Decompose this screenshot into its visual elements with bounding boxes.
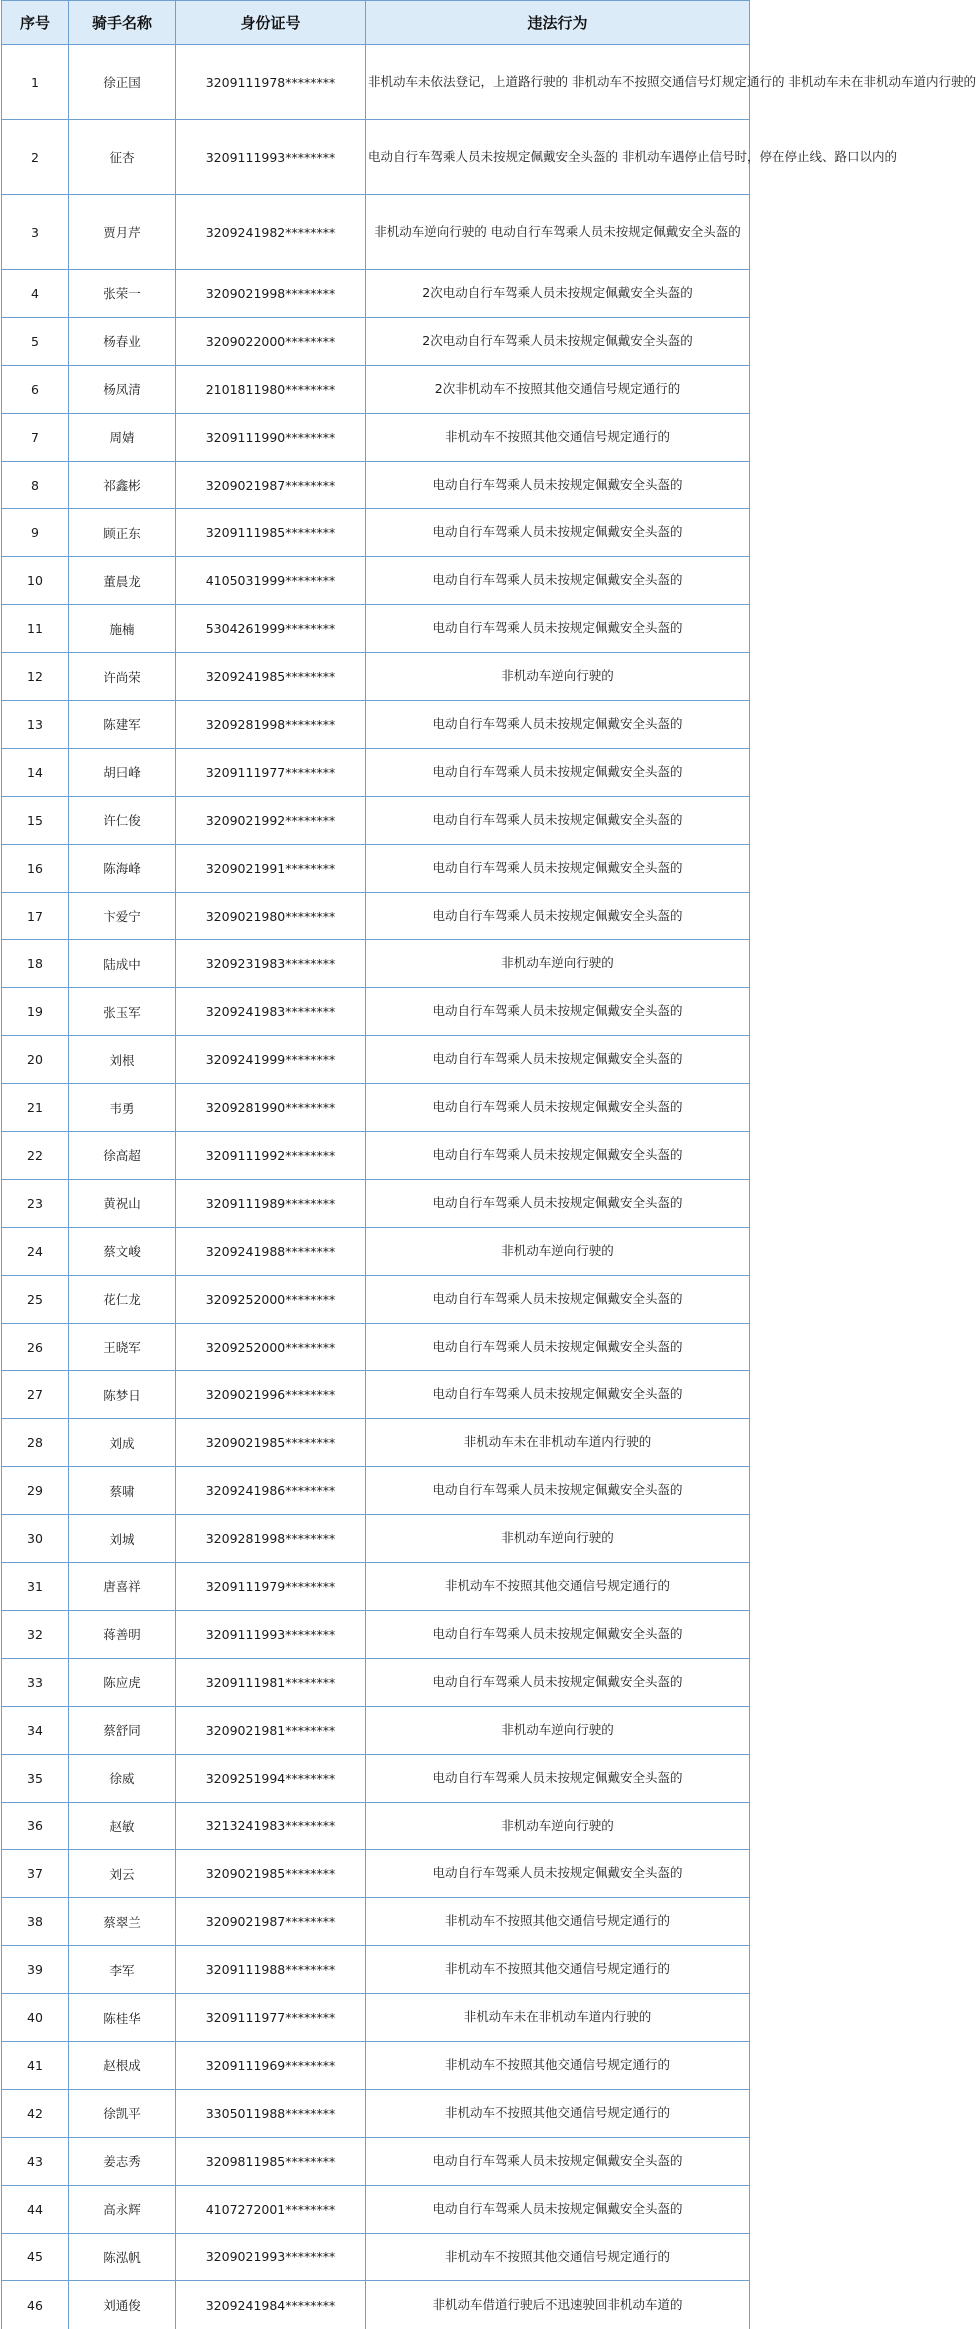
cell-violation: 非机动车逆向行驶的 电动自行车驾乘人员未按规定佩戴安全头盔的 (366, 195, 750, 270)
cell-id-number: 3209111993******** (176, 120, 366, 195)
header-rider-name: 骑手名称 (69, 1, 176, 45)
cell-rider-name: 陈建军 (69, 701, 176, 749)
cell-violation: 非机动车借道行驶后不迅速驶回非机动车道的 (366, 2281, 750, 2329)
cell-index: 30 (2, 1515, 69, 1563)
cell-violation: 电动自行车驾乘人员未按规定佩戴安全头盔的 (366, 557, 750, 605)
table-row (2, 1467, 750, 1515)
cell-id-number: 3209111985******** (176, 509, 366, 557)
cell-index: 15 (2, 796, 69, 844)
table-row (2, 557, 750, 605)
cell-violation: 电动自行车驾乘人员未按规定佩戴安全头盔的 (366, 1179, 750, 1227)
table-row (2, 748, 750, 796)
table-row (2, 701, 750, 749)
cell-id-number: 3209111978******** (176, 45, 366, 120)
cell-id-number: 3305011988******** (176, 2089, 366, 2137)
cell-violation: 非机动车不按照其他交通信号规定通行的 (366, 1946, 750, 1994)
cell-id-number: 3209022000******** (176, 317, 366, 365)
cell-violation: 电动自行车驾乘人员未按规定佩戴安全头盔的 (366, 844, 750, 892)
table-row (2, 1515, 750, 1563)
cell-violation: 电动自行车驾乘人员未按规定佩戴安全头盔的 (366, 748, 750, 796)
cell-index: 17 (2, 892, 69, 940)
cell-id-number: 3209241999******** (176, 1036, 366, 1084)
table-row (2, 1610, 750, 1658)
table-row (2, 317, 750, 365)
table-row (2, 892, 750, 940)
cell-rider-name: 徐高超 (69, 1132, 176, 1180)
cell-index: 45 (2, 2233, 69, 2281)
cell-id-number: 3209241986******** (176, 1467, 366, 1515)
cell-violation: 电动自行车驾乘人员未按规定佩戴安全头盔的 (366, 892, 750, 940)
cell-violation: 电动自行车驾乘人员未按规定佩戴安全头盔的 (366, 1132, 750, 1180)
table-row (2, 45, 750, 120)
cell-rider-name: 陆成中 (69, 940, 176, 988)
cell-violation: 电动自行车驾乘人员未按规定佩戴安全头盔的 (366, 1754, 750, 1802)
cell-rider-name: 张荣一 (69, 270, 176, 318)
cell-rider-name: 刘成 (69, 1419, 176, 1467)
table-row (2, 1132, 750, 1180)
cell-id-number: 3209252000******** (176, 1323, 366, 1371)
cell-index: 26 (2, 1323, 69, 1371)
violations-table (1, 0, 976, 2329)
cell-rider-name: 刘云 (69, 1850, 176, 1898)
cell-id-number: 3209241983******** (176, 988, 366, 1036)
cell-violation: 电动自行车驾乘人员未按规定佩戴安全头盔的 (366, 509, 750, 557)
cell-rider-name: 陈海峰 (69, 844, 176, 892)
cell-id-number: 3209021998******** (176, 270, 366, 318)
table-row (2, 1802, 750, 1850)
table-row (2, 461, 750, 509)
cell-violation: 非机动车不按照其他交通信号规定通行的 (366, 1898, 750, 1946)
table-row (2, 2137, 750, 2185)
table-row (2, 940, 750, 988)
cell-id-number: 3213241983******** (176, 1802, 366, 1850)
header-index: 序号 (2, 1, 69, 45)
cell-index: 46 (2, 2281, 69, 2329)
table-row (2, 2281, 750, 2329)
cell-rider-name: 陈应虎 (69, 1658, 176, 1706)
cell-violation: 电动自行车驾乘人员未按规定佩戴安全头盔的 (366, 1658, 750, 1706)
table-row (2, 1275, 750, 1323)
header-violation: 违法行为 (366, 1, 750, 45)
cell-violation: 电动自行车驾乘人员未按规定佩戴安全头盔的 (366, 1850, 750, 1898)
cell-violation: 电动自行车驾乘人员未按规定佩戴安全头盔的 (366, 1610, 750, 1658)
cell-violation: 非机动车未依法登记，上道路行驶的 非机动车不按照交通信号灯规定通行的 非机动车未在非机动车道内行驶的 (366, 45, 750, 120)
cell-index: 40 (2, 1994, 69, 2042)
cell-id-number: 3209021985******** (176, 1419, 366, 1467)
cell-id-number: 3209231983******** (176, 940, 366, 988)
cell-index: 31 (2, 1563, 69, 1611)
cell-index: 9 (2, 509, 69, 557)
cell-rider-name: 徐凯平 (69, 2089, 176, 2137)
cell-rider-name: 蔡翠兰 (69, 1898, 176, 1946)
cell-rider-name: 蔡啸 (69, 1467, 176, 1515)
cell-id-number: 4105031999******** (176, 557, 366, 605)
table-row (2, 1706, 750, 1754)
cell-rider-name: 蒋善明 (69, 1610, 176, 1658)
table-row (2, 270, 750, 318)
cell-id-number: 3209111990******** (176, 413, 366, 461)
cell-rider-name: 王晓军 (69, 1323, 176, 1371)
cell-rider-name: 祁鑫彬 (69, 461, 176, 509)
cell-violation: 2次非机动车不按照其他交通信号规定通行的 (366, 365, 750, 413)
cell-id-number: 3209111988******** (176, 1946, 366, 1994)
cell-index: 22 (2, 1132, 69, 1180)
cell-rider-name: 唐喜祥 (69, 1563, 176, 1611)
cell-id-number: 3209111977******** (176, 748, 366, 796)
cell-index: 39 (2, 1946, 69, 1994)
table-row (2, 2233, 750, 2281)
cell-rider-name: 顾正东 (69, 509, 176, 557)
cell-rider-name: 赵敏 (69, 1802, 176, 1850)
cell-index: 6 (2, 365, 69, 413)
cell-index: 42 (2, 2089, 69, 2137)
header-id-number: 身份证号 (176, 1, 366, 45)
cell-rider-name: 陈桂华 (69, 1994, 176, 2042)
table-row (2, 2185, 750, 2233)
table-row (2, 1946, 750, 1994)
table-row (2, 413, 750, 461)
cell-violation: 非机动车逆向行驶的 (366, 653, 750, 701)
cell-id-number: 3209111977******** (176, 1994, 366, 2042)
table-row (2, 1754, 750, 1802)
table-row (2, 1898, 750, 1946)
table-row (2, 1850, 750, 1898)
table-row (2, 1036, 750, 1084)
cell-index: 32 (2, 1610, 69, 1658)
table-row (2, 2089, 750, 2137)
cell-rider-name: 卞爱宁 (69, 892, 176, 940)
cell-index: 5 (2, 317, 69, 365)
cell-index: 16 (2, 844, 69, 892)
cell-id-number: 3209252000******** (176, 1275, 366, 1323)
cell-rider-name: 徐正国 (69, 45, 176, 120)
cell-index: 27 (2, 1371, 69, 1419)
cell-violation: 电动自行车驾乘人员未按规定佩戴安全头盔的 (366, 605, 750, 653)
cell-index: 19 (2, 988, 69, 1036)
cell-rider-name: 黄祝山 (69, 1179, 176, 1227)
cell-id-number: 5304261999******** (176, 605, 366, 653)
cell-violation: 2次电动自行车驾乘人员未按规定佩戴安全头盔的 (366, 317, 750, 365)
cell-id-number: 3209251994******** (176, 1754, 366, 1802)
cell-violation: 2次电动自行车驾乘人员未按规定佩戴安全头盔的 (366, 270, 750, 318)
cell-index: 18 (2, 940, 69, 988)
table-row (2, 1084, 750, 1132)
cell-id-number: 3209021991******** (176, 844, 366, 892)
cell-index: 28 (2, 1419, 69, 1467)
cell-id-number: 3209111989******** (176, 1179, 366, 1227)
cell-id-number: 3209021980******** (176, 892, 366, 940)
cell-id-number: 4107272001******** (176, 2185, 366, 2233)
cell-violation: 电动自行车驾乘人员未按规定佩戴安全头盔的 (366, 701, 750, 749)
table-header-row (2, 1, 750, 45)
cell-index: 20 (2, 1036, 69, 1084)
cell-rider-name: 许尚荣 (69, 653, 176, 701)
cell-rider-name: 蔡文峻 (69, 1227, 176, 1275)
cell-violation: 非机动车未在非机动车道内行驶的 (366, 1994, 750, 2042)
cell-rider-name: 施楠 (69, 605, 176, 653)
cell-id-number: 3209281990******** (176, 1084, 366, 1132)
cell-index: 7 (2, 413, 69, 461)
cell-violation: 电动自行车驾乘人员未按规定佩戴安全头盔的 (366, 988, 750, 1036)
cell-rider-name: 许仁俊 (69, 796, 176, 844)
table-row (2, 844, 750, 892)
cell-violation: 非机动车逆向行驶的 (366, 1802, 750, 1850)
table-row (2, 1227, 750, 1275)
cell-id-number: 3209281998******** (176, 701, 366, 749)
cell-violation: 电动自行车驾乘人员未按规定佩戴安全头盔的 (366, 1371, 750, 1419)
cell-rider-name: 刘城 (69, 1515, 176, 1563)
cell-violation: 非机动车逆向行驶的 (366, 1706, 750, 1754)
cell-id-number: 3209241982******** (176, 195, 366, 270)
cell-index: 14 (2, 748, 69, 796)
cell-violation: 电动自行车驾乘人员未按规定佩戴安全头盔的 (366, 461, 750, 509)
table-row (2, 1371, 750, 1419)
table-row (2, 509, 750, 557)
cell-id-number: 3209021992******** (176, 796, 366, 844)
table-row (2, 653, 750, 701)
table-row (2, 2041, 750, 2089)
cell-id-number: 3209241984******** (176, 2281, 366, 2329)
cell-rider-name: 周婧 (69, 413, 176, 461)
cell-index: 44 (2, 2185, 69, 2233)
cell-id-number: 3209111981******** (176, 1658, 366, 1706)
cell-rider-name: 杨凤清 (69, 365, 176, 413)
cell-id-number: 3209241985******** (176, 653, 366, 701)
cell-id-number: 3209021993******** (176, 2233, 366, 2281)
table-row (2, 1323, 750, 1371)
cell-rider-name: 徐威 (69, 1754, 176, 1802)
cell-id-number: 3209111992******** (176, 1132, 366, 1180)
cell-index: 24 (2, 1227, 69, 1275)
cell-index: 4 (2, 270, 69, 318)
cell-index: 25 (2, 1275, 69, 1323)
cell-index: 10 (2, 557, 69, 605)
cell-index: 34 (2, 1706, 69, 1754)
cell-id-number: 2101811980******** (176, 365, 366, 413)
table-row (2, 1179, 750, 1227)
cell-id-number: 3209021985******** (176, 1850, 366, 1898)
cell-violation: 非机动车不按照其他交通信号规定通行的 (366, 2233, 750, 2281)
cell-index: 1 (2, 45, 69, 120)
table-row (2, 1419, 750, 1467)
cell-index: 41 (2, 2041, 69, 2089)
cell-violation: 电动自行车驾乘人员未按规定佩戴安全头盔的 (366, 1036, 750, 1084)
cell-index: 23 (2, 1179, 69, 1227)
cell-index: 29 (2, 1467, 69, 1515)
cell-violation: 电动自行车驾乘人员未按规定佩戴安全头盔的 (366, 2185, 750, 2233)
cell-violation: 电动自行车驾乘人员未按规定佩戴安全头盔的 (366, 1084, 750, 1132)
cell-rider-name: 花仁龙 (69, 1275, 176, 1323)
cell-violation: 电动自行车驾乘人员未按规定佩戴安全头盔的 (366, 1467, 750, 1515)
cell-index: 21 (2, 1084, 69, 1132)
cell-violation: 电动自行车驾乘人员未按规定佩戴安全头盔的 (366, 1275, 750, 1323)
cell-rider-name: 贾月芹 (69, 195, 176, 270)
cell-rider-name: 刘根 (69, 1036, 176, 1084)
cell-id-number: 3209021987******** (176, 461, 366, 509)
cell-rider-name: 刘通俊 (69, 2281, 176, 2329)
cell-id-number: 3209111993******** (176, 1610, 366, 1658)
cell-id-number: 3209021987******** (176, 1898, 366, 1946)
cell-index: 37 (2, 1850, 69, 1898)
table-row (2, 365, 750, 413)
cell-index: 3 (2, 195, 69, 270)
cell-rider-name: 陈梦日 (69, 1371, 176, 1419)
cell-id-number: 3209111979******** (176, 1563, 366, 1611)
cell-rider-name: 赵根成 (69, 2041, 176, 2089)
table-row (2, 1563, 750, 1611)
table-row (2, 195, 750, 270)
table-row (2, 120, 750, 195)
cell-id-number: 3209241988******** (176, 1227, 366, 1275)
table-row (2, 988, 750, 1036)
cell-id-number: 3209021996******** (176, 1371, 366, 1419)
table-row (2, 1994, 750, 2042)
cell-violation: 非机动车不按照其他交通信号规定通行的 (366, 1563, 750, 1611)
cell-violation: 电动自行车驾乘人员未按规定佩戴安全头盔的 (366, 1323, 750, 1371)
cell-index: 2 (2, 120, 69, 195)
cell-rider-name: 董晨龙 (69, 557, 176, 605)
cell-index: 12 (2, 653, 69, 701)
cell-rider-name: 杨春业 (69, 317, 176, 365)
cell-rider-name: 胡曰峰 (69, 748, 176, 796)
cell-index: 36 (2, 1802, 69, 1850)
cell-violation: 非机动车不按照其他交通信号规定通行的 (366, 2041, 750, 2089)
cell-rider-name: 姜志秀 (69, 2137, 176, 2185)
cell-index: 8 (2, 461, 69, 509)
cell-index: 33 (2, 1658, 69, 1706)
cell-id-number: 3209111969******** (176, 2041, 366, 2089)
cell-index: 43 (2, 2137, 69, 2185)
cell-index: 35 (2, 1754, 69, 1802)
cell-violation: 非机动车不按照其他交通信号规定通行的 (366, 413, 750, 461)
cell-violation: 电动自行车驾乘人员未按规定佩戴安全头盔的 (366, 2137, 750, 2185)
table-body (2, 45, 976, 2329)
cell-violation: 电动自行车驾乘人员未按规定佩戴安全头盔的 (366, 796, 750, 844)
cell-violation: 非机动车逆向行驶的 (366, 940, 750, 988)
cell-rider-name: 陈泓帆 (69, 2233, 176, 2281)
cell-rider-name: 征杏 (69, 120, 176, 195)
cell-id-number: 3209281998******** (176, 1515, 366, 1563)
cell-index: 13 (2, 701, 69, 749)
table-row (2, 796, 750, 844)
cell-rider-name: 蔡舒同 (69, 1706, 176, 1754)
cell-rider-name: 高永辉 (69, 2185, 176, 2233)
table-row (2, 605, 750, 653)
cell-id-number: 3209021981******** (176, 1706, 366, 1754)
cell-violation: 非机动车逆向行驶的 (366, 1227, 750, 1275)
cell-violation: 电动自行车驾乘人员未按规定佩戴安全头盔的 非机动车遇停止信号时，停在停止线、路口以内的 (366, 120, 750, 195)
cell-rider-name: 李军 (69, 1946, 176, 1994)
cell-rider-name: 张玉军 (69, 988, 176, 1036)
cell-id-number: 3209811985******** (176, 2137, 366, 2185)
cell-violation: 非机动车不按照其他交通信号规定通行的 (366, 2089, 750, 2137)
cell-violation: 非机动车未在非机动车道内行驶的 (366, 1419, 750, 1467)
cell-violation: 非机动车逆向行驶的 (366, 1515, 750, 1563)
cell-index: 38 (2, 1898, 69, 1946)
table-row (2, 1658, 750, 1706)
cell-rider-name: 韦勇 (69, 1084, 176, 1132)
cell-index: 11 (2, 605, 69, 653)
